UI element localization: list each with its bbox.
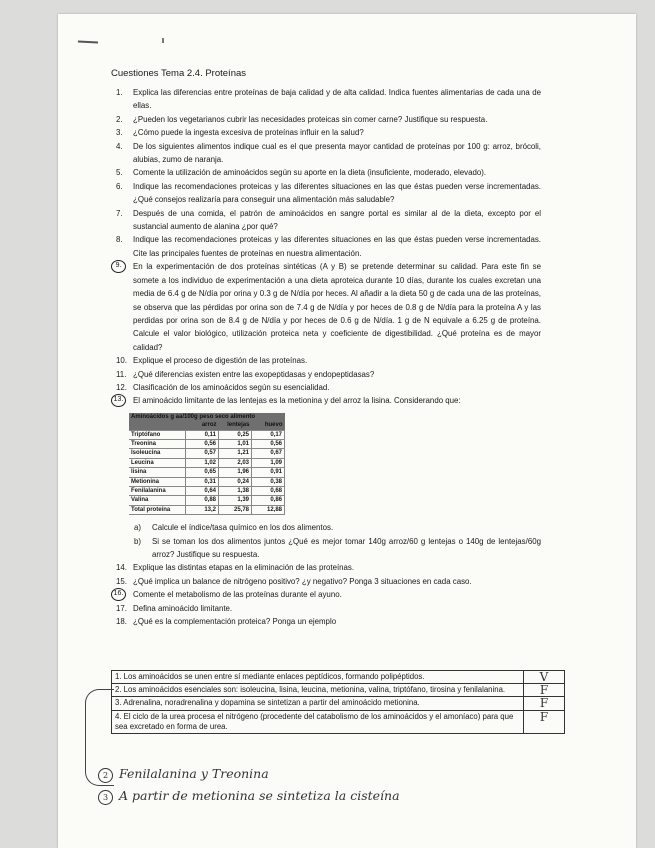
question-9: 9. En la experimentación de dos proteínas sintéticas (A y B) se pretende determinar su calidad. Para este fin se somete a los individuo de experimentación a una dieta aproteica durante 10 días, durante los cuales excretan una media de 6.4 g de N/día por orina y 0.3 g de N/día por heces. Al añadir a la dieta 50 g de cada una de las proteínas, se observa que las pérdidas por orina son de 7.4 g de N/día y por heces de 0.8 g de N/día para la proteína A y las perdidas por orina son de 8.4 g de N/día y por heces de 0.6 g de N/día. 1 g de N equivale a 6.25 g de proteína. Calcule el valor biológico, utilización proteica neta y coeficiente de digestibilidad. ¿Qué proteína es de mayor calidad?	[116, 260, 541, 354]
question-1: 1. Explica las diferencias entre proteínas de baja calidad y de alta calidad. Indica fuentes alimentarias de cada una de ellas.	[116, 88, 541, 111]
question-8: 8. Indique las recomendaciones proteicas y las diferentes situaciones en las que éstas pueden verse incrementadas. Cite las principales fuentes de proteínas en nuestra alimentación.	[116, 235, 541, 258]
table-total-row: Total proteína 13,2 25,78 12,88	[129, 505, 285, 514]
question-11: 11. ¿Qué diferencias existen entre las exopeptidasas y endopeptidasas?	[116, 369, 375, 379]
table-row: Valina 0,88 1,39 0,86	[129, 496, 285, 505]
table-row: Fenilalanina 0,64 1,38 0,68	[129, 487, 285, 496]
table-row: Treonina 0,56 1,01 0,56	[129, 439, 285, 448]
table-header-row	[129, 421, 285, 430]
table-row: lisina 0,65 1,96 0,91	[129, 468, 285, 477]
table-header-cell: arroz	[186, 421, 219, 430]
question-5: 5. Comente la utilización de aminoácidos según su aporte en la dieta (insuficiente, moderado, elevado).	[116, 168, 487, 178]
table-row: 1. Los aminoácidos se unen entre sí mediante enlaces peptídicos, formando polipéptidos. V	[112, 671, 565, 684]
table-row: Triptófano 0,11 0,25 0,17	[129, 430, 285, 439]
amino-acid-table	[129, 413, 285, 515]
handwritten-note-1: 2 Fenilalanina y Treonina	[98, 766, 269, 783]
question-6: 6. Indique las recomendaciones proteicas y las diferentes situaciones en las que éstas pueden verse incrementadas. ¿Qué consejos realizaría para conseguir una alimentación más saludable?	[116, 181, 541, 205]
subquestion-b: b) Si se toman los dos alimentos juntos ¿Qué es mejor tomar 140g arroz/60 g lentejas o 140g de lentejas/60g arroz? Justifique su respuesta.	[134, 536, 541, 560]
question-18: 18. ¿Qué es la complementación proteica? Ponga un ejemplo	[116, 617, 337, 627]
table-header-cell: huevo	[252, 421, 285, 430]
question-16: 16. Comente el metabolismo de las proteínas durante el ayuno.	[116, 588, 541, 601]
table-row: 3. Adrenalina, noradrenalina y dopamina se sintetizan a partir del aminoácido metionina. F	[112, 697, 565, 710]
question-14: 14. Explique las distintas etapas en la eliminación de las proteínas.	[116, 563, 355, 573]
true-false-table	[111, 670, 565, 734]
handwritten-answer: V	[524, 671, 565, 684]
question-list	[113, 86, 541, 628]
question-12: 12. Clasificación de los aminoácidos según su esencialidad.	[116, 382, 330, 392]
table-row: 4. El ciclo de la urea procesa el nitrógeno (procedente del catabolismo de los aminoácidos y el amoníaco) para que sea excretado en forma de urea. F	[112, 710, 565, 733]
circled-number: 13.	[111, 394, 126, 407]
question-2: 2. ¿Pueden los vegetarianos cubrir las necesidades proteicas sin comer carne? Justifique su respuesta.	[116, 114, 488, 124]
question-13: 13. El aminoácido limitante de las lentejas es la metionina y del arroz la lisina. Considerando que:	[116, 394, 541, 407]
circled-number: 9.	[111, 260, 126, 273]
question-17: 17. Defina aminoácido limitante.	[116, 603, 233, 613]
table-row: Leucina 1,02 2,03 1,09	[129, 458, 285, 467]
question-3: 3. ¿Cómo puede la ingesta excesiva de proteínas influir en la salud?	[116, 128, 364, 138]
page-title: Cuestiones Tema 2.4. Proteínas	[111, 68, 247, 79]
question-4: 4. De los siguientes alimentos indique cual es el que presenta mayor cantidad de proteínas por 100 g: arroz, brócoli, alubias, zumo de naranja.	[116, 141, 541, 165]
handwritten-note-2: 3 A partir de metionina se sintetiza la cisteína	[98, 788, 400, 805]
subquestion-a: a) Calcule el índice/tasa químico en los dos alimentos.	[134, 523, 334, 533]
pen-dot	[162, 38, 164, 43]
table-header-cell	[129, 421, 186, 430]
table-header-row	[129, 413, 285, 421]
table-row: Metionina 0,31 0,24 0,38	[129, 477, 285, 486]
circled-number: 16.	[111, 588, 126, 601]
handwritten-answer: F	[524, 710, 565, 733]
table-row: Isoleucina 0,57 1,21 0,67	[129, 449, 285, 458]
question-10: 10. Explique el proceso de digestión de las proteínas.	[116, 356, 308, 366]
table-row: 2. Los aminoácidos esenciales son: isoleucina, lisina, leucina, metionina, valina, triptófano, tirosina y fenilalanina. F	[112, 684, 565, 697]
table-header-top: Aminoácidos g aa/100g peso seco alimento	[129, 413, 285, 421]
handwritten-answer: F	[524, 697, 565, 710]
question-7: 7. Después de una comida, el patrón de aminoácidos en sangre portal es similar al de la dieta, excepto por el sustancial aumento de alanina ¿por qué?	[116, 208, 541, 232]
question-15: 15. ¿Qué implica un balance de nitrógeno positivo? ¿y negativo? Ponga 3 situaciones en cada caso.	[116, 576, 472, 586]
table-header-cell: lentejas	[219, 421, 252, 430]
handwritten-answer: F	[524, 684, 565, 697]
